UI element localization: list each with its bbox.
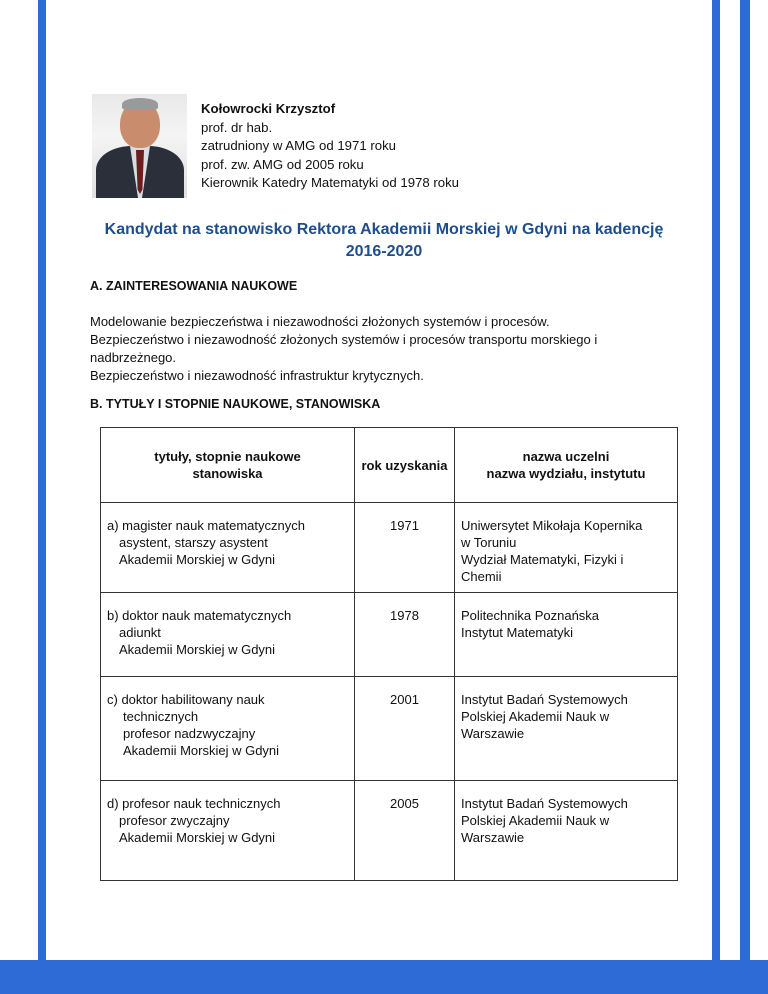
bio-line: zatrudniony w AMG od 1971 roku [201,138,396,153]
candidate-bio [201,100,459,193]
degree-title: b) doktor nauk matematycznych adiunkt Akademii Morskiej w Gdyni [101,593,355,677]
left-border-stripe [38,0,46,994]
table-header-row [101,428,678,503]
interest-line: Bezpieczeństwo i niezawodność infrastruktur krytycznych. [90,368,424,383]
degree-year: 2001 [355,677,455,781]
degree-institution: Politechnika Poznańska Instytut Matematyki [455,593,678,677]
interests-text [90,313,680,385]
footer-band [0,960,768,994]
table-row [101,781,678,881]
title-term: 2016-2020 [345,243,423,260]
degree-institution: Uniwersytet Mikołaja Kopernika w Toruniu Wydział Matematyki, Fizyki i Chemii [455,503,678,593]
header-institution: nazwa uczelni nazwa wydziału, instytutu [455,428,678,503]
degree-title: d) profesor nauk technicznych profesor zwyczajny Akademii Morskiej w Gdyni [101,781,355,881]
section-a-heading: A. ZAINTERESOWANIA NAUKOWE [90,279,298,293]
degree-title: a) magister nauk matematycznych asystent, starszy asystent Akademii Morskiej w Gdyni [101,503,355,593]
page-title [90,219,678,263]
header-year: rok uzyskania [355,428,455,503]
title-line: Kandydat na stanowisko Rektora Akademii Morskiej w Gdyni na kadencję [104,221,664,238]
header-titles: tytuły, stopnie naukowe stanowiska [101,428,355,503]
candidate-name: Kołowrocki Krzysztof [201,101,336,116]
degree-year: 2005 [355,781,455,881]
degree-year: 1978 [355,593,455,677]
table-row [101,593,678,677]
table-row [101,503,678,593]
candidate-photo [92,94,187,198]
right-edge-stripe [740,0,750,994]
interest-line: Modelowanie bezpieczeństwa i niezawodności złożonych systemów i procesów. [90,314,550,329]
right-border-stripe [712,0,720,994]
degree-title: c) doktor habilitowany nauk technicznych profesor nadzwyczajny Akademii Morskiej w Gdyni [101,677,355,781]
table-row [101,677,678,781]
bio-line: Kierownik Katedry Matematyki od 1978 roku [201,175,460,190]
degree-year: 1971 [355,503,455,593]
degree-institution: Instytut Badań Systemowych Polskiej Akademii Nauk w Warszawie [455,781,678,881]
interest-line: Bezpieczeństwo i niezawodność złożonych systemów i procesów transportu morskiego i nadbrzeżnego. [90,332,598,365]
bio-line: prof. zw. AMG od 2005 roku [201,156,364,172]
degree-institution: Instytut Badań Systemowych Polskiej Akademii Nauk w Warszawie [455,677,678,781]
section-b-heading: B. TYTUŁY I STOPNIE NAUKOWE, STANOWISKA [90,397,381,411]
bio-line: prof. dr hab. [201,119,273,135]
degrees-table [100,427,678,881]
